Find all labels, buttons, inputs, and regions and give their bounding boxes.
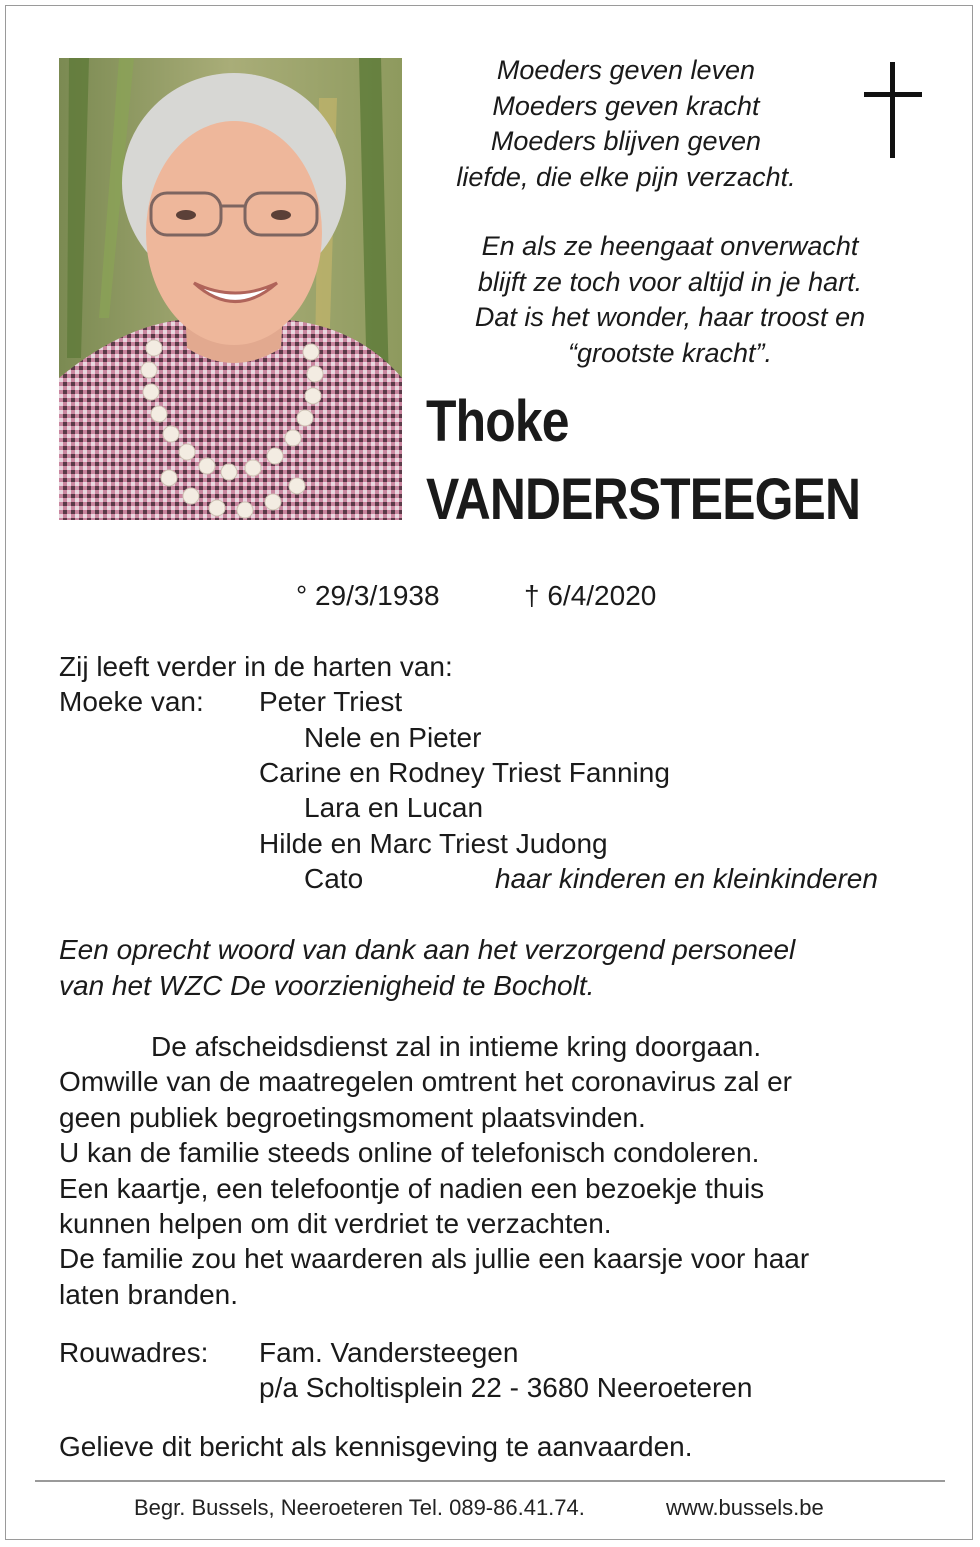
death-date: † 6/4/2020 (524, 580, 657, 611)
acknowledgement: Gelieve dit bericht als kennisgeving te aanvaarden. (59, 1431, 693, 1462)
footer-divider (35, 1480, 945, 1482)
notice-line: laten branden. (59, 1278, 239, 1310)
thanks-line: van het WZC De voorzienigheid te Bocholt. (59, 970, 595, 1001)
poem-stanza-2 (440, 229, 900, 371)
thanks-line: Een oprecht woord van dank aan het verzorgend personeel (59, 934, 796, 965)
family-member: Hilde en Marc Triest Judong (259, 828, 608, 859)
family-member: Carine en Rodney Triest Fanning (259, 757, 670, 788)
poem-line: Moeders blijven geven (490, 126, 762, 156)
address-label: Rouwadres: (59, 1337, 209, 1368)
portrait-photo (59, 58, 402, 520)
funeral-notice (59, 1029, 939, 1312)
family-member: Nele en Pieter (304, 722, 482, 753)
notice-line: Een kaartje, een telefoontje of nadien een bezoekje thuis (59, 1172, 765, 1204)
family-closing: haar kinderen en kleinkinderen (495, 863, 878, 894)
family-member: Lara en Lucan (304, 792, 484, 823)
poem-line: Moeders geven leven (496, 55, 756, 85)
notice-line: geen publiek begroetingsmoment plaatsvinden. (59, 1101, 646, 1133)
address-line: p/a Scholtisplein 22 - 3680 Neeroeteren (259, 1372, 753, 1403)
family-intro: Zij leeft verder in de harten van: (59, 651, 453, 682)
family-member: Peter Triest (259, 686, 403, 717)
notice-line: U kan de familie steeds online of telefonisch condoleren. (59, 1137, 760, 1169)
deceased-last-name: VANDERSTEEGEN (426, 467, 861, 532)
website-link[interactable]: www.bussels.be (666, 1495, 824, 1520)
poem-line: liefde, die elke pijn verzacht. (456, 161, 796, 192)
notice-line: kunnen helpen om dit verdriet te verzachten. (59, 1208, 612, 1240)
notice-line: De afscheidsdienst zal in intieme kring doorgaan. (151, 1031, 762, 1062)
birth-date: ° 29/3/1938 (296, 580, 440, 611)
address-line: Fam. Vandersteegen (259, 1337, 519, 1368)
deceased-first-name: Thoke (426, 389, 569, 454)
family-member: Cato (304, 863, 364, 894)
cross-icon (864, 62, 922, 158)
poem-stanza-1 (396, 53, 856, 195)
poem-line: blijft ze toch voor altijd in je hart. (477, 266, 863, 297)
undertaker-info: Begr. Bussels, Neeroeteren Tel. 089-86.41.74. (134, 1495, 585, 1520)
notice-line: Omwille van de maatregelen omtrent het coronavirus zal er (59, 1066, 793, 1098)
poem-line: “grootste kracht”. (567, 337, 773, 368)
family-label: Moeke van: (59, 686, 204, 717)
poem-line: En als ze heengaat onverwacht (481, 231, 859, 261)
poem-line: Moeders geven kracht (492, 90, 760, 121)
notice-line: De familie zou het waarderen als jullie een kaarsje voor haar (59, 1243, 810, 1275)
poem-line: Dat is het wonder, haar troost en (474, 302, 866, 332)
